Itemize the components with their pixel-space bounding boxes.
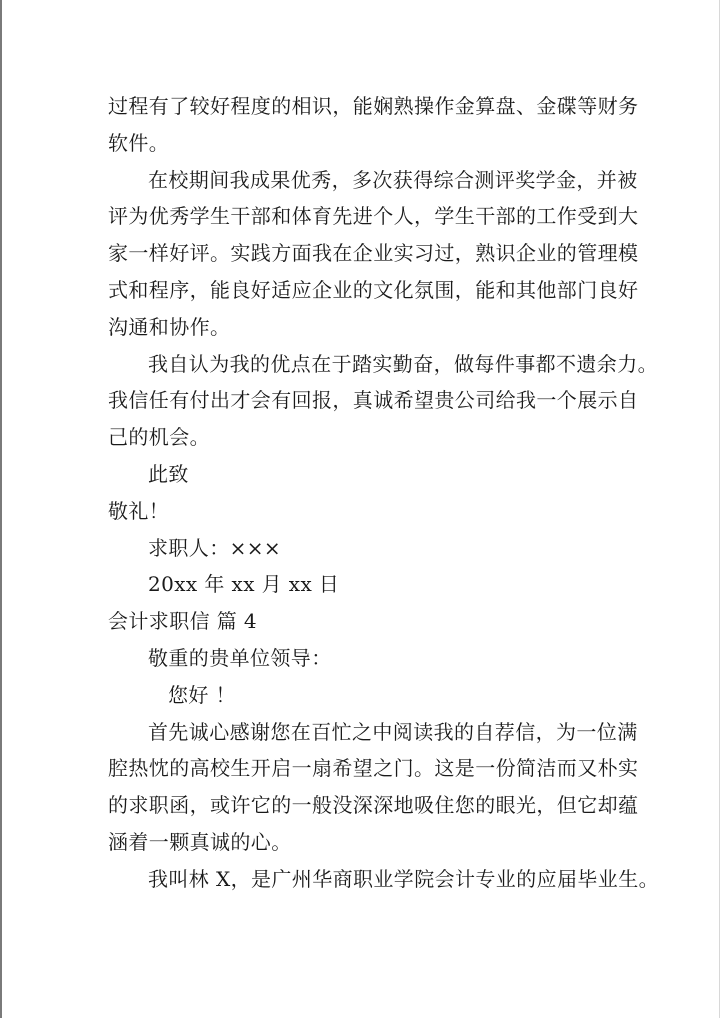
body-line: 我信任有付出才会有回报，真诚希望贵公司给我一个展示自 [108, 388, 639, 413]
body-line: 过程有了较好程度的相识，能娴熟操作金算盘、金碟等财务 [108, 94, 639, 118]
signature-applicant: 求职人：××× [148, 535, 282, 560]
body-line: 己的机会。 [108, 425, 210, 450]
paragraph-start-line: 我自认为我的优点在于踏实勤奋，做每件事都不遗余力。 [148, 351, 658, 376]
letter-greeting: 您好 ！ [168, 682, 236, 707]
body-line: 涵着一颗真诚的心。 [108, 829, 292, 854]
paragraph-start-line: 在校期间我成果优秀，多次获得综合测评奖学金，并被 [148, 167, 638, 192]
closing-regards: 敬礼！ [108, 498, 170, 523]
document-page [108, 88, 659, 898]
body-line: 式和程序，能良好适应企业的文化氛围，能和其他部门良好 [108, 277, 639, 302]
paragraph-start-line: 我叫林 X，是广州华商职业学院会计专业的应届毕业生。 [148, 866, 659, 891]
closing-salutation: 此致 [148, 461, 189, 486]
body-line: 腔热忱的高校生开启一扇希望之门。这是一份简洁而又朴实 [108, 756, 639, 781]
body-line: 沟通和协作。 [108, 314, 231, 339]
body-line: 软件。 [108, 130, 170, 155]
body-line: 的求职函，或许它的一般没深深地吸住您的眼光，但它却蕴 [108, 793, 639, 818]
body-line: 评为优秀学生干部和体育先进个人，学生干部的工作受到大 [108, 204, 639, 229]
body-line: 家一样好评。实践方面我在企业实习过，熟识企业的管理模 [108, 241, 639, 266]
page-border-left [0, 0, 2, 1018]
paragraph-start-line: 首先诚心感谢您在百忙之中阅读我的自荐信，为一位满 [148, 719, 638, 744]
signature-date: 20xx 年 xx 月 xx 日 [148, 572, 340, 597]
section-heading: 会计求职信 篇 4 [108, 609, 258, 634]
letter-salutation: 敬重的贵单位领导： [148, 645, 332, 670]
